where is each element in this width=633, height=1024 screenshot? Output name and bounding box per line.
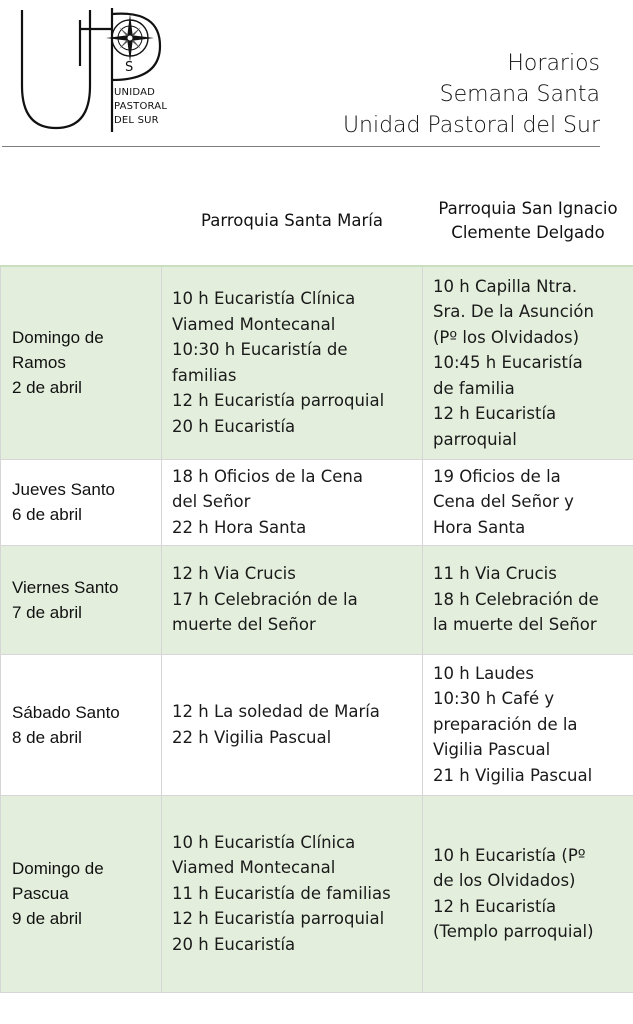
schedule-line: 18 h Oficios de la Cena bbox=[172, 466, 363, 486]
schedule-line: Sábado Santo bbox=[12, 702, 120, 722]
logo-emblem-letter: S bbox=[125, 60, 134, 75]
schedule-line: Domingo de bbox=[12, 328, 104, 348]
title-line: Horarios bbox=[507, 51, 600, 76]
san-ignacio-cell bbox=[423, 795, 633, 992]
schedule-line: Sra. De la Asunción bbox=[433, 302, 594, 321]
schedule-line: 12 h Via Crucis bbox=[172, 564, 296, 584]
table-row bbox=[1, 459, 633, 545]
day-cell bbox=[1, 545, 162, 654]
compass-rose-icon bbox=[106, 14, 154, 62]
schedule-line: (Templo parroquial) bbox=[433, 922, 594, 941]
day-cell bbox=[1, 795, 162, 992]
schedule-line: 2 de abril bbox=[12, 378, 82, 398]
schedule-line: 20 h Eucaristía bbox=[172, 416, 296, 436]
schedule-line: parroquial bbox=[433, 429, 517, 449]
schedule-line: 11 h Eucaristía de familias bbox=[172, 883, 391, 903]
schedule-line: 18 h Celebración de bbox=[433, 589, 599, 609]
schedule-line: Vigilia Pascual bbox=[433, 740, 551, 760]
table-row bbox=[1, 266, 633, 459]
schedule-line: 6 de abril bbox=[12, 505, 82, 524]
schedule-line: Cena del Señor y bbox=[433, 492, 574, 512]
schedule-line: 10 h Eucaristía Clínica bbox=[172, 289, 356, 309]
schedule-line: 20 h Eucaristía bbox=[172, 934, 296, 954]
column-header-day bbox=[1, 176, 162, 266]
schedule-line: del Señor bbox=[172, 492, 251, 512]
schedule-line: preparación de la bbox=[433, 714, 578, 734]
schedule-line: la muerte del Señor bbox=[433, 615, 597, 635]
schedule-line: 9 de abril bbox=[12, 909, 82, 928]
schedule-line: 10:45 h Eucaristía bbox=[433, 353, 583, 372]
schedule-line: 19 Oficios de la bbox=[433, 466, 561, 486]
santa-maria-cell bbox=[162, 459, 423, 545]
schedule-line: de los Olvidados) bbox=[433, 871, 576, 890]
schedule-line: 12 h Eucaristía bbox=[433, 404, 557, 423]
title-line: Unidad Pastoral del Sur bbox=[342, 113, 600, 138]
schedule-line: 12 h Eucaristía parroquial bbox=[172, 391, 385, 411]
schedule-line: 10:30 h Café y bbox=[433, 689, 555, 709]
unidad-pastoral-logo bbox=[14, 6, 174, 136]
schedule-line: 11 h Via Crucis bbox=[433, 564, 557, 584]
schedule-line: (Pº los Olvidados) bbox=[433, 327, 580, 347]
schedule-line: Domingo de bbox=[12, 859, 104, 878]
schedule-line: 12 h La soledad de María bbox=[172, 702, 380, 721]
page-title bbox=[343, 48, 600, 141]
table-row bbox=[1, 545, 633, 654]
schedule-line: Viernes Santo bbox=[12, 577, 119, 597]
logo-wordmark bbox=[114, 86, 167, 128]
schedule-line: Ramos bbox=[12, 353, 66, 373]
day-cell bbox=[1, 459, 162, 545]
schedule-line: 22 h Vigilia Pascual bbox=[172, 727, 332, 747]
santa-maria-cell bbox=[162, 266, 423, 459]
schedule-line: 10 h Capilla Ntra. bbox=[433, 276, 578, 296]
table-row bbox=[1, 654, 633, 795]
schedule-line: 12 h Eucaristía parroquial bbox=[172, 909, 385, 929]
san-ignacio-cell bbox=[423, 654, 633, 795]
schedule-line: Viamed Montecanal bbox=[172, 858, 336, 878]
schedule-line: 10 h Eucaristía (Pº bbox=[433, 845, 586, 865]
schedule-line: Viamed Montecanal bbox=[172, 314, 336, 334]
schedule-line: 10 h Laudes bbox=[433, 663, 534, 683]
header-divider bbox=[2, 146, 600, 147]
san-ignacio-cell bbox=[423, 545, 633, 654]
schedule-line: 8 de abril bbox=[12, 727, 82, 747]
schedule-line: 21 h Vigilia Pascual bbox=[433, 765, 593, 785]
schedule-line: 17 h Celebración de la bbox=[172, 589, 358, 609]
san-ignacio-cell bbox=[423, 266, 633, 459]
column-header-santa-maria: Parroquia Santa María bbox=[201, 210, 383, 230]
table-header-row bbox=[1, 176, 633, 266]
santa-maria-cell bbox=[162, 545, 423, 654]
title-line: Semana Santa bbox=[439, 82, 600, 107]
schedule-line: 10:30 h Eucaristía de bbox=[172, 340, 348, 360]
schedule-line: de familia bbox=[433, 378, 515, 398]
column-header-san-ignacio: Parroquia San Ignacio Clemente Delgado bbox=[438, 198, 618, 242]
schedule-line: Hora Santa bbox=[433, 517, 526, 537]
schedule-line: 10 h Eucaristía Clínica bbox=[172, 832, 356, 852]
schedule-line: 22 h Hora Santa bbox=[172, 517, 307, 537]
schedule-table bbox=[0, 176, 633, 993]
schedule-line: 12 h Eucaristía bbox=[433, 896, 557, 916]
day-cell bbox=[1, 654, 162, 795]
san-ignacio-cell bbox=[423, 459, 633, 545]
logo-text-line: DEL SUR bbox=[114, 115, 159, 126]
santa-maria-cell bbox=[162, 795, 423, 992]
logo-text-line: PASTORAL bbox=[114, 101, 168, 112]
schedule-line: 7 de abril bbox=[12, 602, 82, 622]
table-row bbox=[1, 795, 633, 992]
schedule-line: familias bbox=[172, 365, 237, 385]
schedule-line: muerte del Señor bbox=[172, 615, 316, 635]
schedule-line: Pascua bbox=[12, 884, 69, 903]
santa-maria-cell bbox=[162, 654, 423, 795]
schedule-line: Jueves Santo bbox=[12, 480, 116, 499]
day-cell bbox=[1, 266, 162, 459]
logo-text-line: UNIDAD bbox=[114, 87, 156, 98]
